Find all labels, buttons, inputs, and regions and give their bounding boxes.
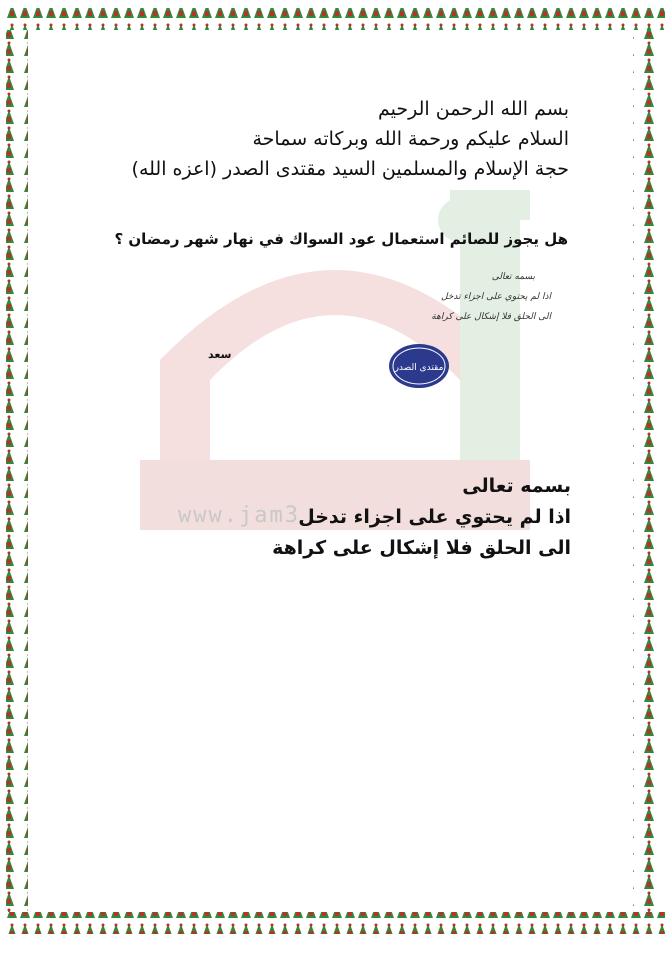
header-line-2: السلام عليكم ورحمة الله وبركاته سماحة	[252, 128, 569, 150]
handwritten-line-2: اذا لم يحتوي على اجزاء تدخل	[441, 292, 551, 302]
handwritten-line-3: الى الحلق فلا إشكال على كراهة	[431, 312, 551, 322]
answer-line-3: الى الحلق فلا إشكال على كراهة	[272, 537, 571, 559]
watermark-url: www.jam3	[178, 503, 300, 528]
header-line-3: حجة الإسلام والمسلمين السيد مقتدى الصدر (اعزه الله)	[131, 158, 569, 180]
handwritten-line-1: بسمه تعالى	[491, 272, 535, 282]
header-line-1: بسم الله الرحمن الرحيم	[378, 98, 569, 120]
signature: سعد	[208, 348, 232, 361]
answer-line-2: اذا لم يحتوي على اجزاء تدخل	[298, 506, 571, 528]
seal-text: مقتدى الصدر	[394, 363, 444, 373]
answer-line-1: بسمه تعالى	[462, 475, 571, 497]
question-text: هل يجوز للصائم استعمال عود السواك في نهار شهر رمضان ؟	[114, 230, 568, 248]
official-seal	[388, 343, 450, 389]
